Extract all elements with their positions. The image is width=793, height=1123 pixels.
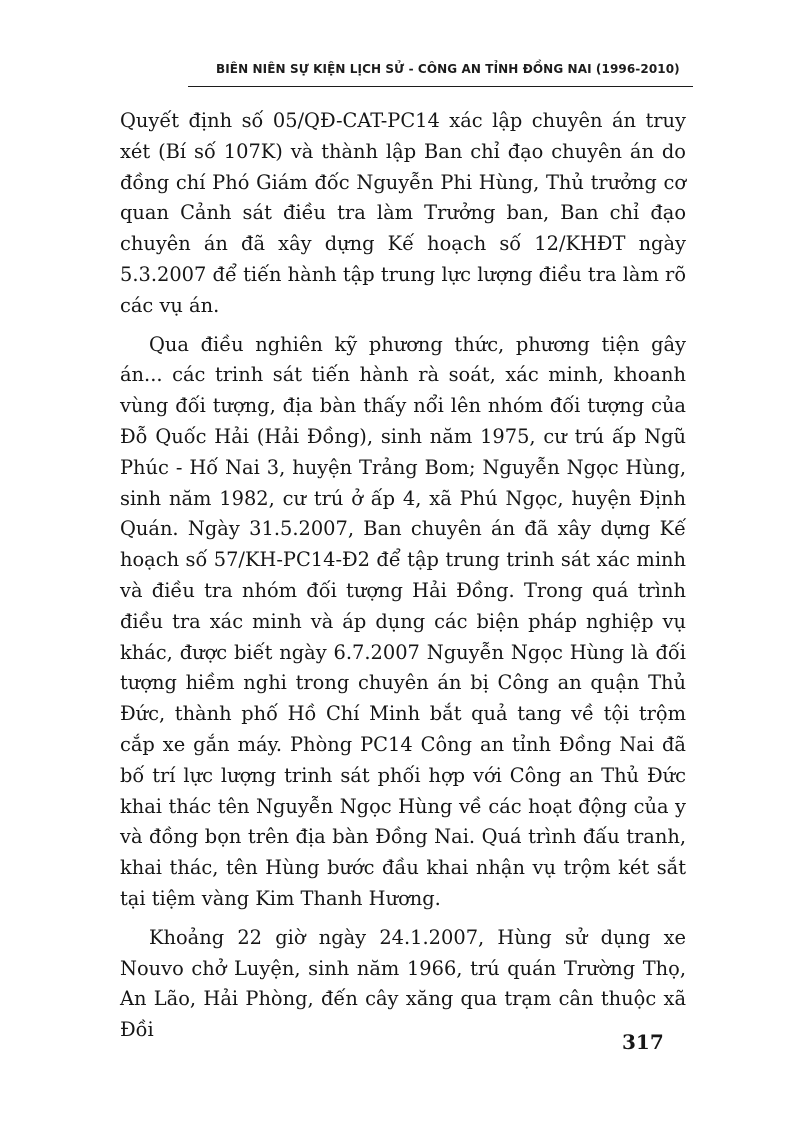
paragraph: Qua điều nghiên kỹ phương thức, phương tiện gây án... các trinh sát tiến hành rà soát, xác minh, khoanh vùng đối tượng, địa bàn thấy nổi lên nhóm đối tượng của Đỗ Quốc Hải (Hải Đồng), sinh năm 1975, cư trú ấp Ngũ Phúc - Hố Nai 3, huyện Trảng Bom; Nguyễn Ngọc Hùng, sinh năm 1982, cư trú ở ấp 4, xã Phú Ngọc, huyện Định Quán. Ngày 31.5.2007, Ban chuyên án đã xây dựng Kế hoạch số 57/KH-PC14-Đ2 để tập trung trinh sát xác minh và điều tra nhóm đối tượng Hải Đồng. Trong quá trình điều tra xác minh và áp dụng các biện pháp nghiệp vụ khác, được biết ngày 6.7.2007 Nguyễn Ngọc Hùng là đối tượng hiềm nghi trong chuyên án bị Công an quận Thủ Đức, thành phố Hồ Chí Minh bắt quả tang về tội trộm cắp xe gắn máy. Phòng PC14 Công an tỉnh Đồng Nai đã bố trí lực lượng trinh sát phối hợp với Công an Thủ Đức khai thác tên Nguyễn Ngọc Hùng về các hoạt động của y và đồng bọn trên địa bàn Đồng Nai. Quá trình đấu tranh, khai thác, tên Hùng bước đầu khai nhận vụ trộm két sắt tại tiệm vàng Kim Thanh Hương. — [120, 332, 686, 910]
paragraph-continued: Quyết định số 05/QĐ-CAT-PC14 xác lập chuyên án truy xét (Bí số 107K) và thành lập Ban chỉ đạo chuyên án do đồng chí Phó Giám đốc Nguyễn Phi Hùng, Thủ trưởng cơ quan Cảnh sát điều tra làm Trưởng ban, Ban chỉ đạo chuyên án đã xây dựng Kế hoạch số 12/KHĐT ngày 5.3.2007 để tiến hành tập trung lực lượng điều tra làm rõ các vụ án. — [120, 109, 686, 317]
page-number: 317 — [622, 1030, 664, 1054]
paragraph: Khoảng 22 giờ ngày 24.1.2007, Hùng sử dụng xe Nouvo chở Luyện, sinh năm 1966, trú quán Trường Thọ, An Lão, Hải Phòng, đến cây xăng qua trạm cân thuộc xã Đồi — [120, 925, 686, 1042]
running-header: BIÊN NIÊN SỰ KIỆN LỊCH SỬ - CÔNG AN TỈNH ĐỒNG NAI (1996-2010) — [216, 62, 680, 76]
body-text — [120, 106, 686, 1046]
header-rule — [188, 86, 693, 87]
